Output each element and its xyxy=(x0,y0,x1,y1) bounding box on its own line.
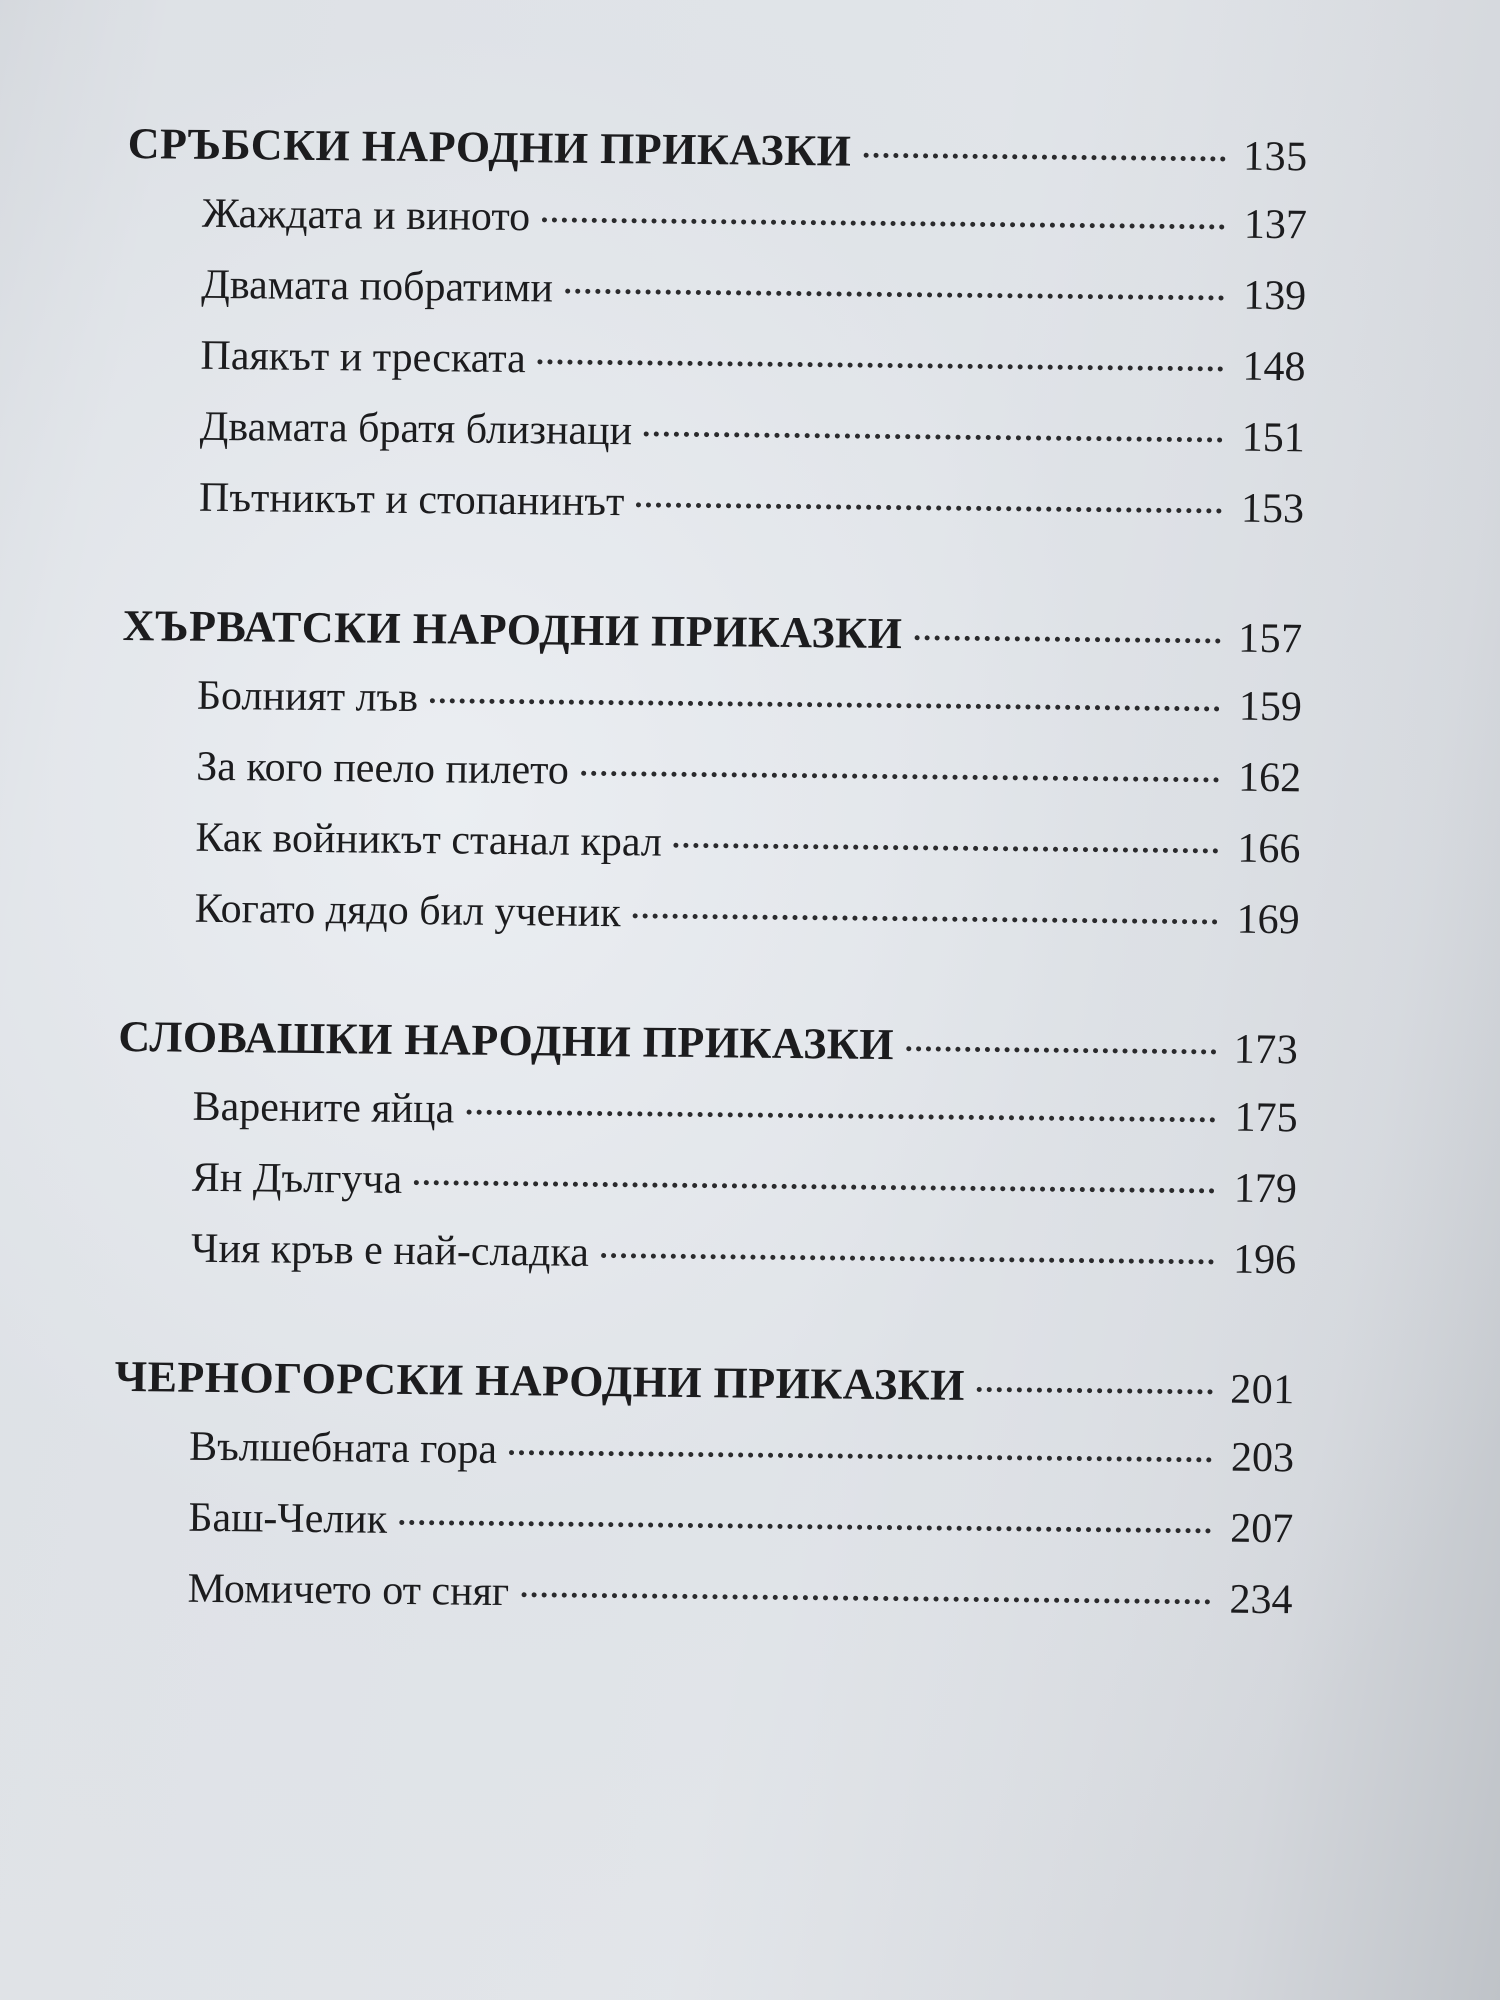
entry-title: Жаждата и виното xyxy=(201,190,531,241)
section-title: СЛОВАШКИ НАРОДНИ ПРИКАЗКИ xyxy=(118,1011,895,1070)
dot-leader xyxy=(581,771,1219,783)
dot-leader xyxy=(509,1450,1212,1462)
dot-leader xyxy=(914,635,1220,643)
page-number: 196 xyxy=(1232,1236,1297,1284)
dot-leader xyxy=(565,289,1224,301)
page-number: 203 xyxy=(1230,1434,1295,1482)
dot-leader xyxy=(414,1180,1215,1193)
toc-section-heading xyxy=(122,600,1303,683)
entry-title: Момичето от сняг xyxy=(187,1565,510,1616)
entry-title: Двамата побратими xyxy=(201,261,554,312)
dot-leader xyxy=(466,1110,1215,1123)
entry-title: Варените яйца xyxy=(192,1083,455,1133)
toc-section-croatian xyxy=(119,600,1303,967)
toc-entry xyxy=(116,1224,1297,1307)
dot-leader xyxy=(430,698,1220,711)
page-number: 179 xyxy=(1233,1165,1298,1213)
dot-leader xyxy=(538,359,1224,371)
dot-leader xyxy=(542,217,1225,229)
toc-entry xyxy=(114,1422,1295,1505)
page-number: 162 xyxy=(1237,754,1302,802)
dot-leader xyxy=(636,502,1222,513)
page-number: 207 xyxy=(1230,1505,1294,1553)
page-number: 153 xyxy=(1240,485,1305,533)
toc-entry xyxy=(117,1082,1298,1165)
dot-leader xyxy=(977,1387,1213,1394)
page-number: 169 xyxy=(1236,896,1300,944)
dot-leader xyxy=(906,1046,1216,1054)
page-number: 234 xyxy=(1229,1576,1293,1624)
dot-leader xyxy=(521,1592,1210,1604)
page-number: 166 xyxy=(1237,825,1301,873)
page-number: 175 xyxy=(1234,1094,1298,1142)
entry-title: Болният лъв xyxy=(196,672,419,722)
table-of-contents xyxy=(112,118,1308,1703)
entry-title: Чия кръв е най-сладка xyxy=(190,1225,590,1276)
entry-title: За кого пеело пилето xyxy=(195,743,570,794)
toc-section-slovak xyxy=(116,1011,1299,1307)
toc-entry xyxy=(124,473,1305,556)
toc-section-heading xyxy=(127,118,1308,201)
dot-leader xyxy=(399,1520,1211,1534)
page-number: 137 xyxy=(1243,201,1308,249)
entry-title: Вълшебната гора xyxy=(188,1423,498,1473)
entry-title: Паякът и треската xyxy=(200,332,527,383)
toc-entry xyxy=(127,189,1308,272)
entry-title: Как войникът станал крал xyxy=(195,814,663,866)
dot-leader xyxy=(644,431,1223,442)
entry-title: Пътникът и стопанинът xyxy=(198,474,625,526)
dot-leader xyxy=(601,1253,1214,1264)
toc-entry xyxy=(121,671,1302,754)
section-title: СРЪБСКИ НАРОДНИ ПРИКАЗКИ xyxy=(127,118,852,176)
section-title: ЧЕРНОГОРСКИ НАРОДНИ ПРИКАЗКИ xyxy=(114,1351,966,1410)
page-number: 157 xyxy=(1237,615,1303,663)
section-title: ХЪРВАТСКИ НАРОДНИ ПРИКАЗКИ xyxy=(122,600,903,659)
toc-entry xyxy=(113,1493,1294,1576)
dot-leader xyxy=(633,913,1218,924)
toc-entry xyxy=(126,260,1307,343)
page-number: 139 xyxy=(1242,272,1307,320)
page-number: 135 xyxy=(1242,133,1308,181)
toc-entry xyxy=(119,884,1300,967)
entry-title: Двамата братя близнаци xyxy=(199,403,633,455)
dot-leader xyxy=(863,153,1225,162)
page-number: 151 xyxy=(1241,414,1305,462)
page-number: 159 xyxy=(1238,683,1303,731)
toc-section-heading xyxy=(118,1011,1299,1094)
page-number: 201 xyxy=(1230,1366,1295,1414)
entry-title: Ян Дългуча xyxy=(191,1154,403,1203)
toc-section-montenegrin xyxy=(112,1351,1295,1647)
toc-section-heading xyxy=(114,1351,1295,1434)
toc-entry xyxy=(124,402,1305,485)
toc-entry xyxy=(120,813,1301,896)
entry-title: Когато дядо бил ученик xyxy=(194,885,621,937)
dot-leader xyxy=(674,843,1219,854)
toc-section-serbian xyxy=(124,118,1308,556)
entry-title: Баш-Челик xyxy=(188,1494,388,1543)
page-number: 148 xyxy=(1242,343,1306,391)
toc-entry xyxy=(125,331,1306,414)
page-number: 173 xyxy=(1233,1026,1299,1074)
toc-entry xyxy=(112,1564,1293,1647)
toc-entry xyxy=(121,742,1302,825)
toc-entry xyxy=(116,1153,1297,1236)
